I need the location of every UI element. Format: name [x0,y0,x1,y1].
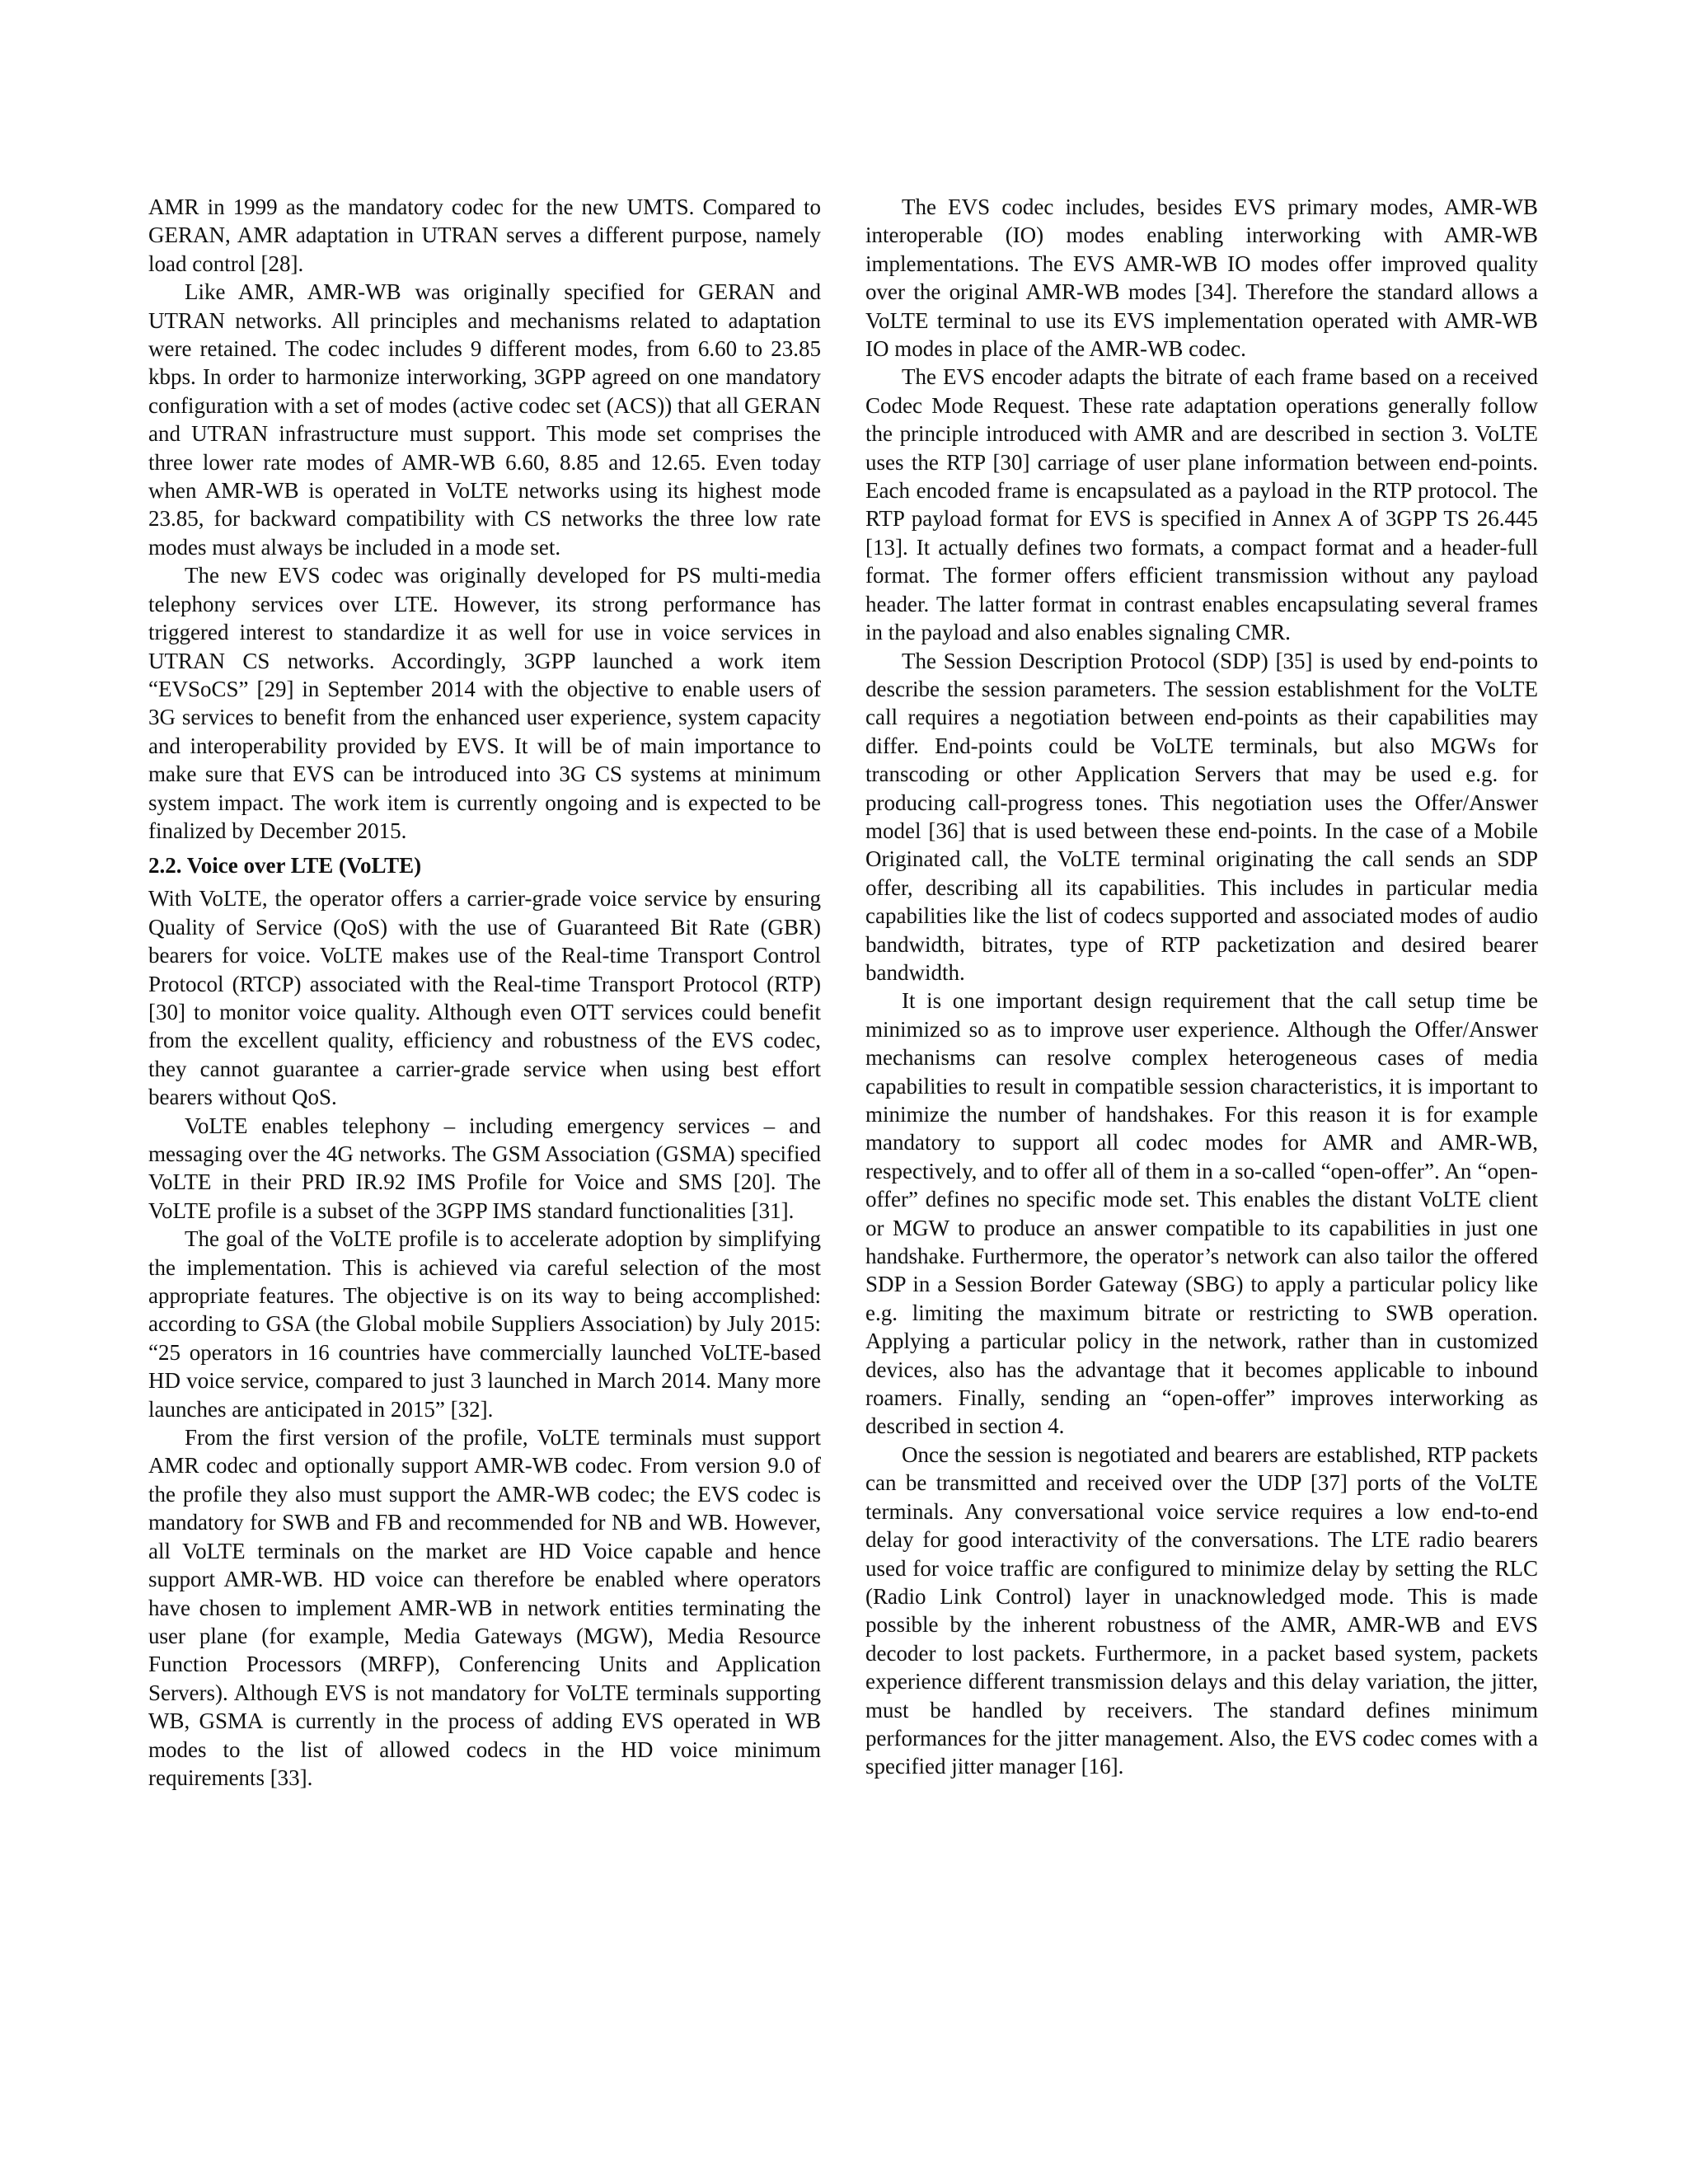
paragraph-volte-goal: The goal of the VoLTE profile is to accelerate adoption by simplifying the implementation. This is achieved via careful selection of the most appropriate features. The objective is on its way to being accomplished: according to GSA (the Global mobile Suppliers Association) by July 2015: “25 operators in 16 countries have commercially launched VoLTE-based HD voice service, compared to just 3 launched in March 2014. Many more launches are anticipated in 2015” [32]. [148,1226,821,1422]
section-heading-volte: 2.2. Voice over LTE (VoLTE) [148,853,422,879]
paragraph-volte-codecs: From the first version of the profile, VoLTE terminals must support AMR codec and optionally support AMR-WB codec. From version 9.0 of the profile they also must support the AMR-WB codec; the EVS codec is mandatory for SWB and FB and recommended for NB and WB. However, all VoLTE terminals on the market are HD Voice capable and hence support AMR-WB. HD voice can therefore be enabled where operators have chosen to implement AMR-WB in network entities terminating the user plane (for example, Media Gateways (MGW), Media Resource Function Processors (MRFP), Conferencing Units and Application Servers). Although EVS is not mandatory for VoLTE terminals supporting WB, GSMA is currently in the process of adding EVS operated in WB modes to the list of allowed codecs in the HD voice minimum requirements [33]. [148,1425,821,1790]
left-column [148,193,821,1792]
paragraph-call-setup: It is one important design requirement that the call setup time be minimized so as to improve user experience. Although the Offer/Answer mechanisms can resolve complex heterogeneous cases of media capabilities to result in compatible session characteristics, it is important to minimize the number of handshakes. For this reason it is for example mandatory to support all codec modes for AMR and AMR-WB, respectively, and to offer all of them in a so-called “open-offer”. An “open-offer” defines no specific mode set. This enables the distant VoLTE client or MGW to produce an answer compatible to its capabilities in just one handshake. Furthermore, the operator’s network can also tailor the offered SDP in a Session Border Gateway (SBG) to apply a particular policy like e.g. limiting the maximum bitrate or restricting to SWB operation. Applying a particular policy in the network, rather than in customized devices, also has the advantage that it becomes applicable to inbound roamers. Finally, sending an “open-offer” improves interworking as described in section 4. [865,988,1538,1439]
paragraph-volte-gsma: VoLTE enables telephony – including emergency services – and messaging over the 4G networks. The GSM Association (GSMA) specified VoLTE in their PRD IR.92 IMS Profile for Voice and SMS [20]. The VoLTE profile is a subset of the 3GPP IMS standard functionalities [31]. [148,1113,821,1223]
paragraph-sdp: The Session Description Protocol (SDP) [35] is used by end-points to describe the session parameters. The session establishment for the VoLTE call requires a negotiation between end-points as their capabilities may differ. End-points could be VoLTE terminals, but also MGWs for transcoding or other Application Servers that may be used e.g. for producing call-progress tones. This negotiation uses the Offer/Answer model [36] that is used between these end-points. In the case of a Mobile Originated call, the VoLTE terminal originating the call sends an SDP offer, describing all its capabilities. This includes in particular media capabilities like the list of codecs supported and associated modes of audio bandwidth, bitrates, type of RTP packetization and desired bearer bandwidth. [865,648,1538,985]
right-column [865,193,1538,1781]
paragraph-evs-cs: The new EVS codec was originally developed for PS multi-media telephony services over LTE. However, its strong performance has triggered interest to standardize it as well for use in voice services in UTRAN CS networks. Accordingly, 3GPP launched a work item “EVSoCS” [29] in September 2014 with the objective to enable users of 3G services to benefit from the enhanced user experience, system capacity and interoperability provided by EVS. It will be of main importance to make sure that EVS can be introduced into 3G CS systems at minimum system impact. The work item is currently ongoing and is expected to be finalized by December 2015. [148,563,821,843]
paragraph-amr-umts: AMR in 1999 as the mandatory codec for the new UMTS. Compared to GERAN, AMR adaptation in UTRAN serves a different purpose, namely load control [28]. [148,194,821,276]
paragraph-amr-wb: Like AMR, AMR-WB was originally specified for GERAN and UTRAN networks. All principles and mechanisms related to adaptation were retained. The codec includes 9 different modes, from 6.60 to 23.85 kbps. In order to harmonize interworking, 3GPP agreed on one mandatory configuration with a set of modes (active codec set (ACS)) that all GERAN and UTRAN infrastructure must support. This mode set comprises the three lower rate modes of AMR-WB 6.60, 8.85 and 12.65. Even today when AMR-WB is operated in VoLTE networks using its highest mode 23.85, for backward compatibility with CS networks the three low rate modes must always be included in a mode set. [148,279,821,560]
paragraph-evs-io-modes: The EVS codec includes, besides EVS primary modes, AMR-WB interoperable (IO) modes enabling interworking with AMR-WB implementations. The EVS AMR-WB IO modes offer improved quality over the original AMR-WB modes [34]. Therefore the standard allows a VoLTE terminal to use its EVS implementation operated with AMR-WB IO modes in place of the AMR-WB codec. [865,194,1538,362]
paragraph-rtp-transmission: Once the session is negotiated and bearers are established, RTP packets can be transmitted and received over the UDP [37] ports of the VoLTE terminals. Any conversational voice service requires a low end-to-end delay for good interactivity of the conversations. The LTE radio bearers used for voice traffic are configured to minimize delay by setting the RLC (Radio Link Control) layer in unacknowledged mode. This is made possible by the inherent robustness of the AMR, AMR-WB and EVS decoder to lost packets. Furthermore, in a packet based system, packets experience different transmission delays and this delay variation, the jitter, must be handled by receivers. The standard defines minimum performances for the jitter management. Also, the EVS codec comes with a specified jitter manager [16]. [865,1441,1538,1779]
paragraph-volte-qos: With VoLTE, the operator offers a carrier-grade voice service by ensuring Quality of Service (QoS) with the use of Guaranteed Bit Rate (GBR) bearers for voice. VoLTE makes use of the Real-time Transport Control Protocol (RTCP) associated with the Real-time Transport Protocol (RTP) [30] to monitor voice quality. Although even OTT services could benefit from the excellent quality, efficiency and robustness of the EVS codec, they cannot guarantee a carrier-grade service when using best effort bearers without QoS. [148,886,821,1110]
paragraph-evs-encoder-rtp: The EVS encoder adapts the bitrate of each frame based on a received Codec Mode Request. These rate adaptation operations generally follow the principle introduced with AMR and are described in section 3. VoLTE uses the RTP [30] carriage of user plane information between end-points. Each encoded frame is encapsulated as a payload in the RTP protocol. The RTP payload format for EVS is specified in Annex A of 3GPP TS 26.445 [13]. It actually defines two formats, a compact format and a header-full format. The former offers efficient transmission without any payload header. The latter format in contrast enables encapsulating several frames in the payload and also enables signaling CMR. [865,364,1538,645]
